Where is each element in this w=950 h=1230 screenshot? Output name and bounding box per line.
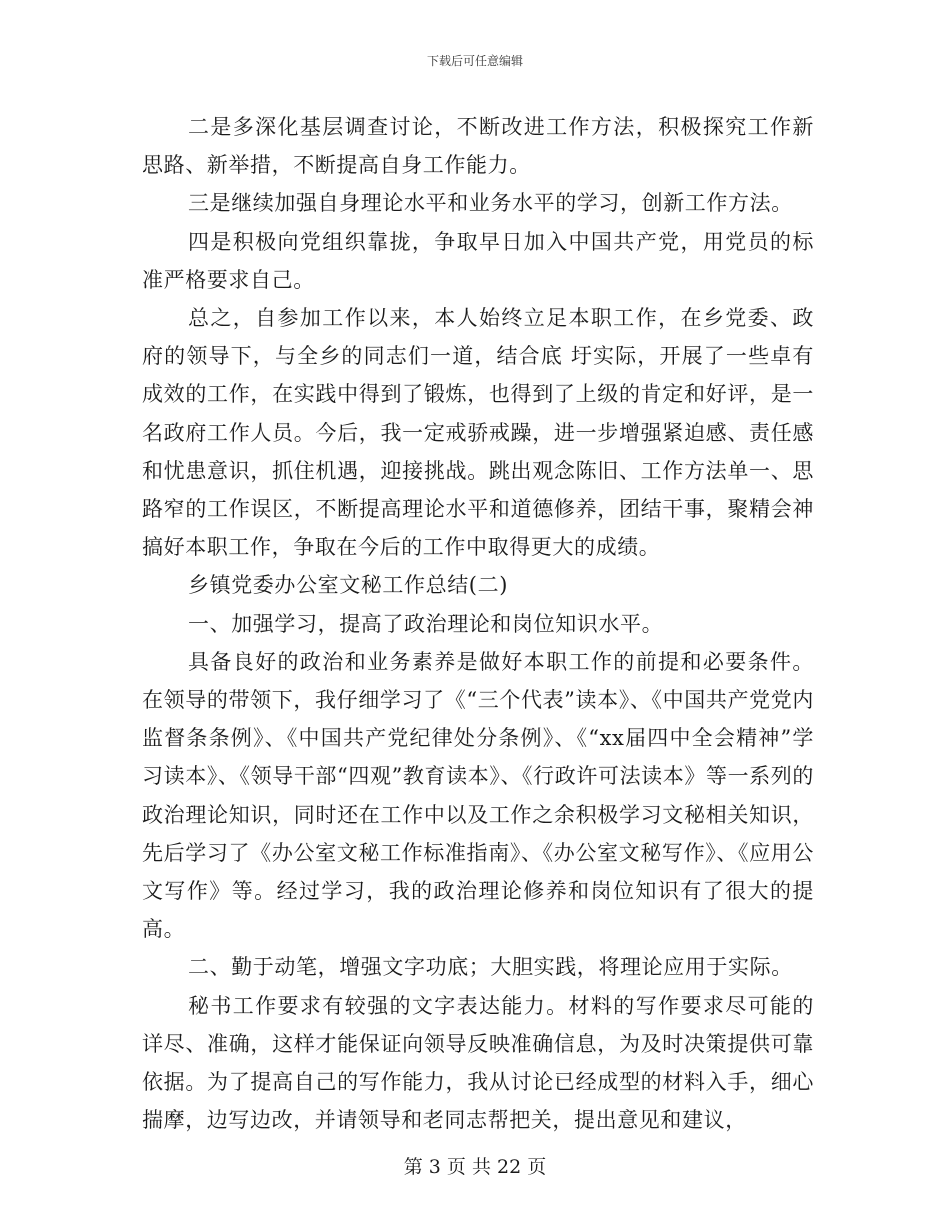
paragraph: 秘书工作要求有较强的文字表达能力。材料的写作要求尽可能的详尽、准确，这样才能保证向领导反映准确信息，为及时决策提供可靠依据。为了提高自己的写作能力，我从讨论已经成型的材料入手，细心揣摩，边写边改，并请领导和老同志帮把关，提出意见和建议，	[142, 993, 814, 1133]
paragraph: 具备良好的政治和业务素养是做好本职工作的前提和必要条件。在领导的带领下，我仔细学习了《“三个代表”读本》、《中国共产党党内监督条条例》、《中国共产党纪律处分条例》、《“xx届四中全会精神”学习读本》、《领导干部“四观”教育读本》、《行政许可法读本》等一系列的政治理论知识，同时还在工作中以及工作之余积极学习文秘相关知识，先后学习了《办公室文秘工作标准指南》、《办公室文秘写作》、《应用公文写作》等。经过学习，我的政治理论修养和岗位知识有了很大的提高。	[142, 649, 814, 942]
page-number-footer: 第 3 页 共 22 页	[403, 1156, 547, 1178]
subsection-heading: 二、勤于动笔，增强文字功底；大胆实践，将理论应用于实际。	[188, 955, 793, 980]
paragraph: 总之，自参加工作以来，本人始终立足本职工作，在乡党委、政府的领导下，与全乡的同志们一道，结合底 圩实际，开展了一些卓有成效的工作，在实践中得到了锻炼，也得到了上级的肯定和好评，是一名政府工作人员。今后，我一定戒骄戒躁，进一步增强紧迫感、责任感和忧患意识，抓住机遇，迎接挑战。跳出观念陈旧、工作方法单一、思路窄的工作误区，不断提高理论水平和道德修养，团结干事，聚精会神搞好本职工作，争取在今后的工作中取得更大的成绩。	[142, 306, 814, 560]
paragraph: 四是积极向党组织靠拢，争取早日加入中国共产党，用党员的标准严格要求自己。	[142, 229, 814, 292]
subsection-heading: 一、加强学习，提高了政治理论和岗位知识水平。	[188, 611, 664, 636]
paragraph: 二是多深化基层调查讨论，不断改进工作方法，积极探究工作新思路、新举措，不断提高自身工作能力。	[142, 115, 814, 178]
page-header-note: 下载后可任意编辑	[426, 54, 523, 68]
section-heading: 乡镇党委办公室文秘工作总结(二)	[188, 573, 508, 598]
document-body	[142, 108, 814, 1139]
paragraph: 三是继续加强自身理论水平和业务水平的学习，创新工作方法。	[188, 191, 793, 216]
